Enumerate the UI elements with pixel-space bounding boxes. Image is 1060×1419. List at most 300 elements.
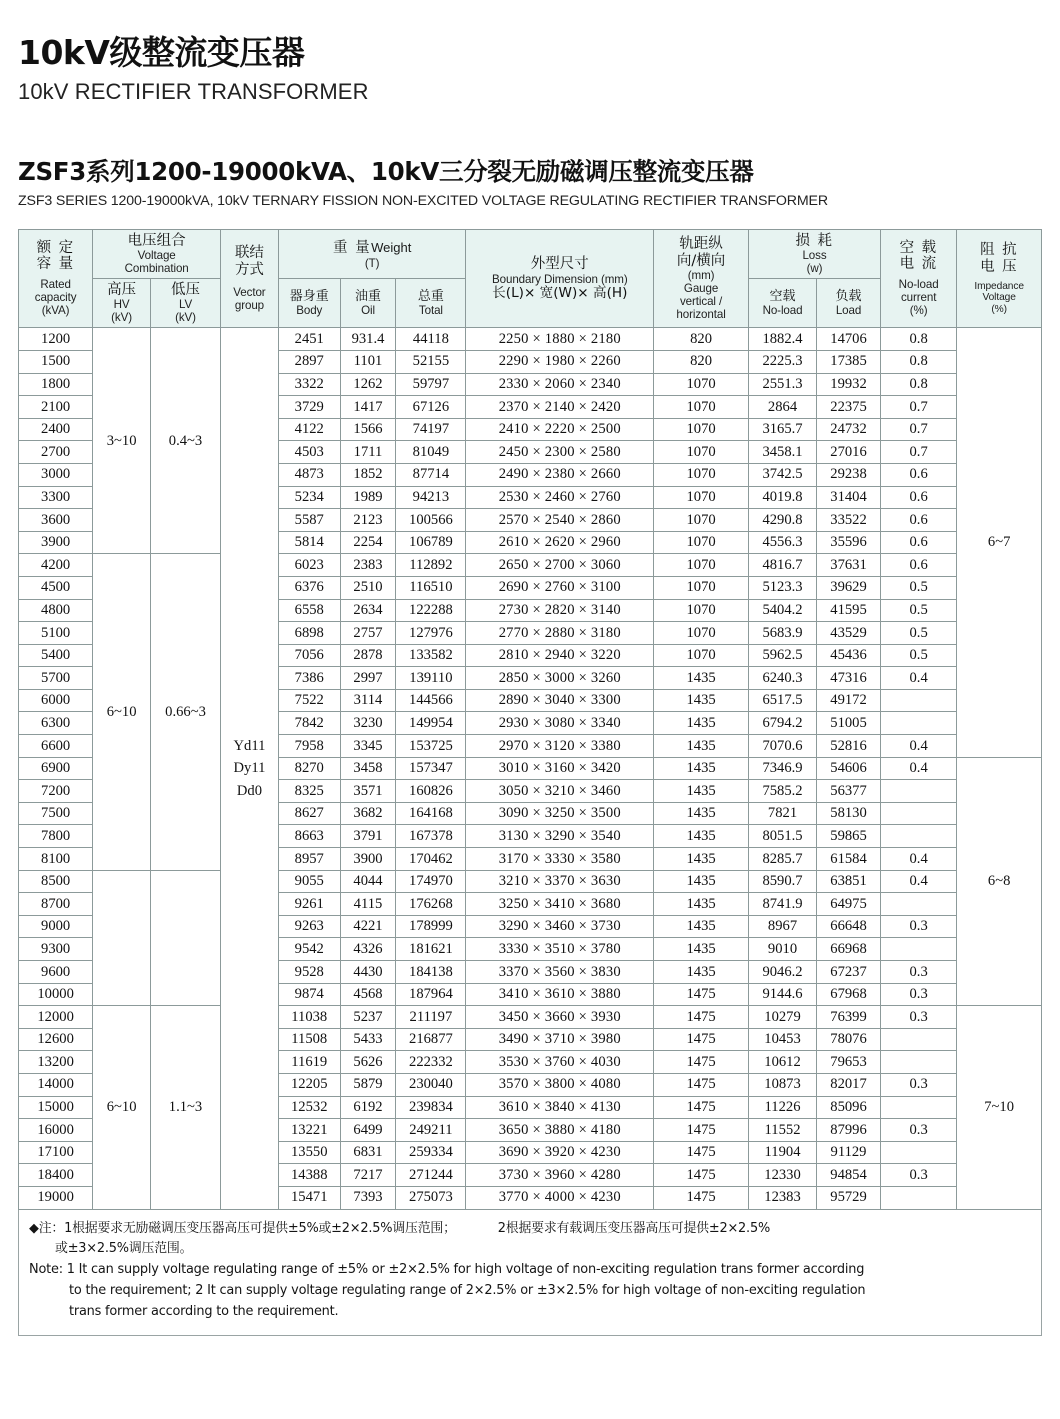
cell-gauge: 1070 bbox=[654, 599, 749, 622]
cell-gauge: 1070 bbox=[654, 554, 749, 577]
cell-body-weight: 7386 bbox=[278, 667, 340, 690]
cell-oil-weight: 3682 bbox=[340, 802, 396, 825]
cell-oil-weight: 4044 bbox=[340, 870, 396, 893]
note-cn-1b: 2根据要求有载调压变压器高压可提供±2×2.5% bbox=[497, 1220, 770, 1236]
cell-dimension: 2810 × 2940 × 3220 bbox=[466, 644, 654, 667]
th-load-loss bbox=[817, 279, 881, 328]
cell-load-loss: 35596 bbox=[817, 531, 881, 554]
cell-impedance-voltage: 6~8 bbox=[957, 757, 1042, 1006]
cell-noload-current: 0.4 bbox=[880, 870, 956, 893]
cell-total-weight: 157347 bbox=[396, 757, 466, 780]
th-hv-en: HV bbox=[113, 298, 130, 312]
th-impedance-en2: Voltage bbox=[982, 292, 1016, 304]
cell-body-weight: 15471 bbox=[278, 1186, 340, 1209]
cell-load-loss: 66648 bbox=[817, 915, 881, 938]
cell-gauge: 1070 bbox=[654, 373, 749, 396]
cell-dimension: 3650 × 3880 × 4180 bbox=[466, 1119, 654, 1142]
cell-dimension: 3010 × 3160 × 3420 bbox=[466, 757, 654, 780]
header-row-1 bbox=[19, 229, 1042, 278]
th-rated-capacity-cn1: 额 定 bbox=[36, 239, 75, 256]
cell-dimension: 3290 × 3460 × 3730 bbox=[466, 915, 654, 938]
cell-body-weight: 4503 bbox=[278, 441, 340, 464]
cell-gauge: 1070 bbox=[654, 576, 749, 599]
cell-body-weight: 7842 bbox=[278, 712, 340, 735]
cell-dimension: 2930 × 3080 × 3340 bbox=[466, 712, 654, 735]
vector-group-value-1: Dy11 bbox=[233, 760, 266, 777]
cell-noload-loss: 6517.5 bbox=[749, 689, 817, 712]
cell-load-loss: 14706 bbox=[817, 328, 881, 351]
cell-gauge: 1070 bbox=[654, 531, 749, 554]
cell-noload-loss: 10453 bbox=[749, 1028, 817, 1051]
th-oil-en: Oil bbox=[361, 304, 375, 318]
cell-body-weight: 7958 bbox=[278, 735, 340, 758]
cell-noload-current bbox=[880, 1141, 956, 1164]
cell-rated-capacity: 2100 bbox=[19, 396, 93, 419]
cell-noload-loss: 2551.3 bbox=[749, 373, 817, 396]
cell-body-weight: 3729 bbox=[278, 396, 340, 419]
cell-load-loss: 47316 bbox=[817, 667, 881, 690]
th-weight-cn: 重 量 bbox=[332, 239, 372, 256]
cell-gauge: 1070 bbox=[654, 463, 749, 486]
table-row bbox=[19, 328, 1042, 351]
cell-body-weight: 9055 bbox=[278, 870, 340, 893]
cell-noload-current: 0.8 bbox=[880, 350, 956, 373]
cell-dimension: 3090 × 3250 × 3500 bbox=[466, 802, 654, 825]
cell-noload-current bbox=[880, 893, 956, 916]
cell-noload-current: 0.3 bbox=[880, 961, 956, 984]
cell-noload-loss: 8967 bbox=[749, 915, 817, 938]
cell-dimension: 3530 × 3760 × 4030 bbox=[466, 1051, 654, 1074]
cell-oil-weight: 931.4 bbox=[340, 328, 396, 351]
cell-dimension: 3050 × 3210 × 3460 bbox=[466, 780, 654, 803]
th-loss-en: Loss bbox=[802, 249, 827, 263]
cell-oil-weight: 2254 bbox=[340, 531, 396, 554]
cell-total-weight: 170462 bbox=[396, 848, 466, 871]
cell-noload-current: 0.5 bbox=[880, 644, 956, 667]
vector-group-value-0: Yd11 bbox=[233, 737, 266, 754]
cell-noload-current bbox=[880, 825, 956, 848]
cell-dimension: 2890 × 3040 × 3300 bbox=[466, 689, 654, 712]
cell-load-loss: 67968 bbox=[817, 983, 881, 1006]
cell-noload-current: 0.7 bbox=[880, 418, 956, 441]
cell-oil-weight: 3230 bbox=[340, 712, 396, 735]
cell-load-loss: 95729 bbox=[817, 1186, 881, 1209]
cell-body-weight: 4873 bbox=[278, 463, 340, 486]
cell-noload-loss: 9046.2 bbox=[749, 961, 817, 984]
cell-total-weight: 271244 bbox=[396, 1164, 466, 1187]
cell-body-weight: 9874 bbox=[278, 983, 340, 1006]
cell-rated-capacity: 17100 bbox=[19, 1141, 93, 1164]
page-title-cn: 10kV级整流变压器 bbox=[18, 33, 305, 72]
cell-load-loss: 52816 bbox=[817, 735, 881, 758]
cell-gauge: 1435 bbox=[654, 915, 749, 938]
table-row bbox=[19, 1006, 1042, 1029]
cell-noload-current: 0.6 bbox=[880, 554, 956, 577]
cell-load-loss: 41595 bbox=[817, 599, 881, 622]
cell-rated-capacity: 13200 bbox=[19, 1051, 93, 1074]
th-lv-en: LV bbox=[178, 298, 193, 312]
cell-dimension: 3130 × 3290 × 3540 bbox=[466, 825, 654, 848]
th-rated-capacity-cn2: 容 量 bbox=[36, 256, 75, 273]
cell-total-weight: 181621 bbox=[396, 938, 466, 961]
cell-total-weight: 52155 bbox=[396, 350, 466, 373]
cell-noload-current: 0.3 bbox=[880, 983, 956, 1006]
cell-gauge: 1070 bbox=[654, 396, 749, 419]
cell-noload-loss: 4290.8 bbox=[749, 509, 817, 532]
cell-dimension: 3330 × 3510 × 3780 bbox=[466, 938, 654, 961]
cell-oil-weight: 3571 bbox=[340, 780, 396, 803]
cell-rated-capacity: 15000 bbox=[19, 1096, 93, 1119]
cell-noload-current: 0.3 bbox=[880, 1073, 956, 1096]
cell-noload-loss: 10279 bbox=[749, 1006, 817, 1029]
th-voltage-combination-en2: Combination bbox=[124, 262, 189, 276]
th-rated-capacity-en1: Rated bbox=[40, 278, 71, 292]
cell-body-weight: 9542 bbox=[278, 938, 340, 961]
cell-load-loss: 64975 bbox=[817, 893, 881, 916]
th-dimension-cn2: 长(L)× 宽(W)× 高(H) bbox=[492, 284, 628, 301]
cell-body-weight: 6023 bbox=[278, 554, 340, 577]
cell-body-weight: 11038 bbox=[278, 1006, 340, 1029]
th-weight bbox=[278, 229, 466, 278]
cell-oil-weight: 2123 bbox=[340, 509, 396, 532]
cell-noload-loss: 11226 bbox=[749, 1096, 817, 1119]
cell-rated-capacity: 6300 bbox=[19, 712, 93, 735]
cell-impedance-voltage: 7~10 bbox=[957, 1006, 1042, 1209]
cell-oil-weight: 1566 bbox=[340, 418, 396, 441]
cell-gauge: 1435 bbox=[654, 712, 749, 735]
th-gauge-cn2: 向/横向 bbox=[676, 252, 726, 269]
cell-body-weight: 11508 bbox=[278, 1028, 340, 1051]
cell-gauge: 1475 bbox=[654, 1141, 749, 1164]
cell-dimension: 2690 × 2760 × 3100 bbox=[466, 576, 654, 599]
cell-body-weight: 13221 bbox=[278, 1119, 340, 1142]
cell-load-loss: 58130 bbox=[817, 802, 881, 825]
cell-noload-loss: 5962.5 bbox=[749, 644, 817, 667]
cell-load-loss: 76399 bbox=[817, 1006, 881, 1029]
cell-oil-weight: 3114 bbox=[340, 689, 396, 712]
cell-noload-current: 0.8 bbox=[880, 328, 956, 351]
cell-total-weight: 81049 bbox=[396, 441, 466, 464]
cell-oil-weight: 4115 bbox=[340, 893, 396, 916]
th-body-weight bbox=[278, 279, 340, 328]
cell-total-weight: 44118 bbox=[396, 328, 466, 351]
page-title-block bbox=[18, 0, 1042, 105]
cell-total-weight: 122288 bbox=[396, 599, 466, 622]
cell-gauge: 1475 bbox=[654, 983, 749, 1006]
cell-oil-weight: 2997 bbox=[340, 667, 396, 690]
cell-noload-current: 0.3 bbox=[880, 1119, 956, 1142]
cell-dimension: 2370 × 2140 × 2420 bbox=[466, 396, 654, 419]
th-noload-current-en2: current bbox=[900, 291, 937, 305]
cell-body-weight: 2897 bbox=[278, 350, 340, 373]
th-vector-group-en1: Vector bbox=[233, 285, 266, 299]
cell-dimension: 2250 × 1880 × 2180 bbox=[466, 328, 654, 351]
cell-impedance-voltage: 6~7 bbox=[957, 328, 1042, 757]
cell-total-weight: 94213 bbox=[396, 486, 466, 509]
cell-rated-capacity: 8700 bbox=[19, 893, 93, 916]
cell-dimension: 3370 × 3560 × 3830 bbox=[466, 961, 654, 984]
th-total-en: Total bbox=[418, 304, 443, 318]
cell-noload-loss: 5123.3 bbox=[749, 576, 817, 599]
th-impedance-unit: (%) bbox=[991, 303, 1007, 315]
cell-dimension: 3490 × 3710 × 3980 bbox=[466, 1028, 654, 1051]
th-dimension-en: Boundary Dimension (mm) bbox=[492, 272, 628, 286]
cell-noload-loss: 9144.6 bbox=[749, 983, 817, 1006]
table-row bbox=[19, 554, 1042, 577]
cell-gauge: 1435 bbox=[654, 735, 749, 758]
cell-rated-capacity: 8100 bbox=[19, 848, 93, 871]
cell-dimension: 3410 × 3610 × 3880 bbox=[466, 983, 654, 1006]
cell-load-loss: 59865 bbox=[817, 825, 881, 848]
cell-rated-capacity: 4800 bbox=[19, 599, 93, 622]
th-loss-cn: 损 耗 bbox=[795, 232, 834, 249]
cell-noload-loss: 12383 bbox=[749, 1186, 817, 1209]
cell-load-loss: 27016 bbox=[817, 441, 881, 464]
cell-noload-current bbox=[880, 1051, 956, 1074]
cell-body-weight: 8957 bbox=[278, 848, 340, 871]
cell-body-weight: 4122 bbox=[278, 418, 340, 441]
th-loss bbox=[749, 229, 881, 278]
th-lv bbox=[150, 279, 220, 328]
cell-hv-range: 6~10 bbox=[93, 1006, 151, 1209]
cell-total-weight: 100566 bbox=[396, 509, 466, 532]
cell-total-weight: 127976 bbox=[396, 622, 466, 645]
th-load-loss-cn: 负载 bbox=[835, 288, 862, 304]
cell-oil-weight: 4326 bbox=[340, 938, 396, 961]
cell-load-loss: 43529 bbox=[817, 622, 881, 645]
cell-load-loss: 78076 bbox=[817, 1028, 881, 1051]
cell-gauge: 1070 bbox=[654, 622, 749, 645]
cell-total-weight: 139110 bbox=[396, 667, 466, 690]
cell-oil-weight: 7393 bbox=[340, 1186, 396, 1209]
cell-dimension: 3610 × 3840 × 4130 bbox=[466, 1096, 654, 1119]
cell-load-loss: 37631 bbox=[817, 554, 881, 577]
cell-rated-capacity: 5700 bbox=[19, 667, 93, 690]
cell-gauge: 1475 bbox=[654, 1006, 749, 1029]
th-loss-unit: (w) bbox=[806, 262, 823, 276]
cell-total-weight: 149954 bbox=[396, 712, 466, 735]
cell-rated-capacity: 4200 bbox=[19, 554, 93, 577]
cell-noload-current: 0.3 bbox=[880, 915, 956, 938]
cell-total-weight: 167378 bbox=[396, 825, 466, 848]
th-oil-cn: 油重 bbox=[355, 288, 382, 304]
cell-body-weight: 11619 bbox=[278, 1051, 340, 1074]
cell-load-loss: 87996 bbox=[817, 1119, 881, 1142]
th-noload-loss-en: No-load bbox=[762, 304, 803, 318]
cell-dimension: 2970 × 3120 × 3380 bbox=[466, 735, 654, 758]
cell-dimension: 2450 × 2300 × 2580 bbox=[466, 441, 654, 464]
cell-noload-loss: 7070.6 bbox=[749, 735, 817, 758]
cell-total-weight: 144566 bbox=[396, 689, 466, 712]
cell-oil-weight: 5433 bbox=[340, 1028, 396, 1051]
cell-hv-range bbox=[93, 870, 151, 1006]
cell-noload-current: 0.4 bbox=[880, 667, 956, 690]
cell-noload-loss: 6240.3 bbox=[749, 667, 817, 690]
cell-body-weight: 8627 bbox=[278, 802, 340, 825]
note-en-line-1: Note: 1 It can supply voltage regulating range of ±5% or ±2×2.5% for high voltage of non-exciting regulation trans former according bbox=[29, 1262, 865, 1278]
cell-rated-capacity: 2700 bbox=[19, 441, 93, 464]
th-impedance-voltage bbox=[957, 229, 1042, 327]
cell-rated-capacity: 9000 bbox=[19, 915, 93, 938]
cell-load-loss: 91129 bbox=[817, 1141, 881, 1164]
cell-noload-current bbox=[880, 938, 956, 961]
cell-load-loss: 94854 bbox=[817, 1164, 881, 1187]
th-total-cn: 总重 bbox=[417, 288, 444, 304]
cell-rated-capacity: 5400 bbox=[19, 644, 93, 667]
cell-body-weight: 8325 bbox=[278, 780, 340, 803]
cell-rated-capacity: 6000 bbox=[19, 689, 93, 712]
cell-noload-loss: 1882.4 bbox=[749, 328, 817, 351]
cell-load-loss: 67237 bbox=[817, 961, 881, 984]
cell-total-weight: 174970 bbox=[396, 870, 466, 893]
cell-oil-weight: 5626 bbox=[340, 1051, 396, 1074]
th-noload-loss-cn: 空载 bbox=[769, 288, 796, 304]
cell-lv-range: 0.66~3 bbox=[150, 554, 220, 870]
cell-body-weight: 5234 bbox=[278, 486, 340, 509]
cell-rated-capacity: 5100 bbox=[19, 622, 93, 645]
cell-noload-loss: 2225.3 bbox=[749, 350, 817, 373]
cell-load-loss: 51005 bbox=[817, 712, 881, 735]
cell-lv-range bbox=[150, 870, 220, 1006]
cell-total-weight: 67126 bbox=[396, 396, 466, 419]
th-vector-group-en2: group bbox=[234, 298, 265, 312]
cell-noload-loss: 3458.1 bbox=[749, 441, 817, 464]
cell-dimension: 3450 × 3660 × 3930 bbox=[466, 1006, 654, 1029]
cell-total-weight: 259334 bbox=[396, 1141, 466, 1164]
cell-noload-loss: 8051.5 bbox=[749, 825, 817, 848]
cell-oil-weight: 1262 bbox=[340, 373, 396, 396]
cell-body-weight: 9528 bbox=[278, 961, 340, 984]
th-noload-current-unit: (%) bbox=[909, 304, 928, 318]
cell-gauge: 1435 bbox=[654, 870, 749, 893]
th-body-en: Body bbox=[296, 304, 323, 318]
cell-noload-current bbox=[880, 780, 956, 803]
cell-body-weight: 5814 bbox=[278, 531, 340, 554]
th-rated-capacity-en2: capacity bbox=[34, 291, 77, 305]
cell-rated-capacity: 7200 bbox=[19, 780, 93, 803]
cell-load-loss: 49172 bbox=[817, 689, 881, 712]
cell-noload-current bbox=[880, 1096, 956, 1119]
cell-total-weight: 275073 bbox=[396, 1186, 466, 1209]
cell-rated-capacity: 12600 bbox=[19, 1028, 93, 1051]
cell-gauge: 1475 bbox=[654, 1186, 749, 1209]
th-hv bbox=[93, 279, 151, 328]
cell-body-weight: 5587 bbox=[278, 509, 340, 532]
cell-gauge: 1435 bbox=[654, 667, 749, 690]
cell-noload-current bbox=[880, 1028, 956, 1051]
cell-oil-weight: 7217 bbox=[340, 1164, 396, 1187]
cell-load-loss: 24732 bbox=[817, 418, 881, 441]
cell-oil-weight: 3791 bbox=[340, 825, 396, 848]
cell-gauge: 1435 bbox=[654, 893, 749, 916]
cell-noload-loss: 6794.2 bbox=[749, 712, 817, 735]
cell-oil-weight: 4430 bbox=[340, 961, 396, 984]
cell-total-weight: 74197 bbox=[396, 418, 466, 441]
cell-oil-weight: 3345 bbox=[340, 735, 396, 758]
cell-total-weight: 160826 bbox=[396, 780, 466, 803]
cell-gauge: 1475 bbox=[654, 1164, 749, 1187]
cell-rated-capacity: 14000 bbox=[19, 1073, 93, 1096]
cell-noload-loss: 5404.2 bbox=[749, 599, 817, 622]
th-noload-loss bbox=[749, 279, 817, 328]
cell-total-weight: 164168 bbox=[396, 802, 466, 825]
note-cn-line-1 bbox=[29, 1219, 1031, 1240]
cell-rated-capacity: 3000 bbox=[19, 463, 93, 486]
note-cn-1a: 注：1根据要求无励磁调压变压器高压可提供±5%或±2×2.5%调压范围； bbox=[38, 1220, 456, 1236]
cell-body-weight: 6898 bbox=[278, 622, 340, 645]
cell-body-weight: 7522 bbox=[278, 689, 340, 712]
cell-gauge: 1475 bbox=[654, 1073, 749, 1096]
cell-noload-loss: 3742.5 bbox=[749, 463, 817, 486]
cell-rated-capacity: 1500 bbox=[19, 350, 93, 373]
cell-gauge: 1070 bbox=[654, 644, 749, 667]
cell-noload-current: 0.6 bbox=[880, 531, 956, 554]
th-gauge bbox=[654, 229, 749, 327]
cell-total-weight: 176268 bbox=[396, 893, 466, 916]
product-subtitle-block bbox=[18, 153, 1042, 209]
cell-noload-loss: 7346.9 bbox=[749, 757, 817, 780]
cell-oil-weight: 2634 bbox=[340, 599, 396, 622]
cell-noload-current: 0.4 bbox=[880, 848, 956, 871]
cell-gauge: 1070 bbox=[654, 509, 749, 532]
cell-body-weight: 2451 bbox=[278, 328, 340, 351]
cell-load-loss: 56377 bbox=[817, 780, 881, 803]
cell-noload-loss: 7585.2 bbox=[749, 780, 817, 803]
cell-rated-capacity: 3600 bbox=[19, 509, 93, 532]
spec-table-wrap bbox=[18, 229, 1042, 1210]
cell-noload-loss: 8741.9 bbox=[749, 893, 817, 916]
cell-noload-loss: 10873 bbox=[749, 1073, 817, 1096]
cell-gauge: 1435 bbox=[654, 961, 749, 984]
th-gauge-cn1: 轨距纵 bbox=[679, 236, 723, 253]
th-voltage-combination bbox=[93, 229, 221, 278]
cell-dimension: 3690 × 3920 × 4230 bbox=[466, 1141, 654, 1164]
cell-oil-weight: 5237 bbox=[340, 1006, 396, 1029]
cell-load-loss: 54606 bbox=[817, 757, 881, 780]
cell-total-weight: 239834 bbox=[396, 1096, 466, 1119]
th-lv-cn: 低压 bbox=[171, 282, 201, 299]
cell-noload-loss: 11552 bbox=[749, 1119, 817, 1142]
th-weight-unit: (T) bbox=[364, 256, 380, 270]
notes-block bbox=[18, 1210, 1042, 1337]
cell-gauge: 1070 bbox=[654, 486, 749, 509]
cell-dimension: 2730 × 2820 × 3140 bbox=[466, 599, 654, 622]
cell-gauge: 1475 bbox=[654, 1096, 749, 1119]
cell-noload-loss: 7821 bbox=[749, 802, 817, 825]
cell-noload-loss: 10612 bbox=[749, 1051, 817, 1074]
cell-rated-capacity: 12000 bbox=[19, 1006, 93, 1029]
cell-noload-current: 0.8 bbox=[880, 373, 956, 396]
th-vector-group-cn2: 方式 bbox=[234, 261, 264, 278]
cell-body-weight: 12205 bbox=[278, 1073, 340, 1096]
cell-body-weight: 9261 bbox=[278, 893, 340, 916]
cell-noload-current: 0.7 bbox=[880, 441, 956, 464]
cell-noload-loss: 12330 bbox=[749, 1164, 817, 1187]
cell-noload-current bbox=[880, 689, 956, 712]
cell-gauge: 1435 bbox=[654, 689, 749, 712]
cell-noload-current: 0.3 bbox=[880, 1006, 956, 1029]
th-noload-current-cn1: 空 载 bbox=[899, 239, 938, 256]
product-subtitle-cn: ZSF3系列1200-19000kVA、10kV三分裂无励磁调压整流变压器 bbox=[18, 156, 754, 186]
cell-noload-loss: 4019.8 bbox=[749, 486, 817, 509]
cell-hv-range: 6~10 bbox=[93, 554, 151, 870]
cell-hv-range: 3~10 bbox=[93, 328, 151, 554]
cell-body-weight: 6376 bbox=[278, 576, 340, 599]
cell-load-loss: 85096 bbox=[817, 1096, 881, 1119]
cell-oil-weight: 2757 bbox=[340, 622, 396, 645]
cell-noload-current: 0.3 bbox=[880, 1164, 956, 1187]
th-gauge-en3: horizontal bbox=[676, 307, 726, 321]
